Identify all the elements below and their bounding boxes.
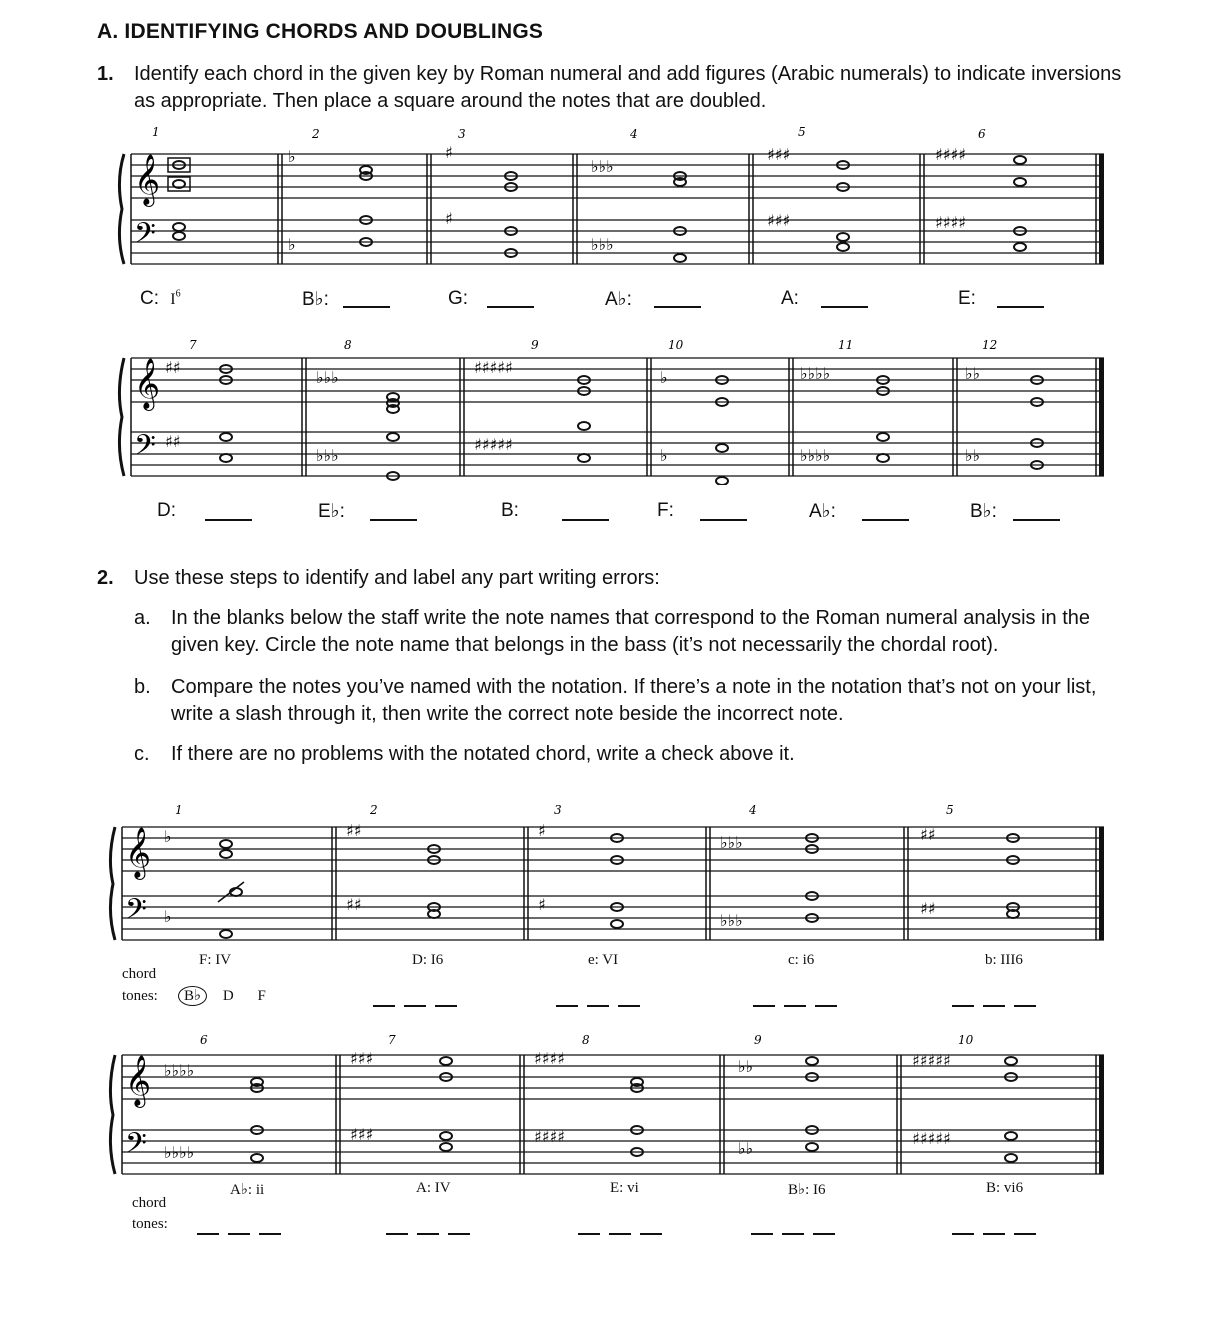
measure-number: 6 (978, 127, 986, 141)
svg-text:♭♭♭: ♭♭♭ (720, 911, 743, 930)
roman-analysis: c: i6 (788, 952, 815, 968)
svg-text:♯♯♯♯♯: ♯♯♯♯♯ (912, 1051, 951, 1070)
key-label: A: (781, 288, 799, 309)
step-text: Compare the notes you’ve named with the notation. If there’s a note in the notation that’s not on your list, write a slash through it, then write the correct note beside the incorrect note. (171, 676, 1097, 725)
key-label: A♭: (809, 501, 836, 522)
treble-clef-icon: 𝄞 (134, 154, 161, 205)
answer-blank[interactable] (205, 518, 252, 521)
svg-text:♭♭: ♭♭ (965, 364, 981, 383)
step-letter: c. (134, 743, 150, 765)
svg-text:♯♯: ♯♯ (165, 432, 181, 451)
example-tones: B♭ D F (178, 986, 266, 1005)
measure-number: 5 (946, 803, 954, 817)
q2-text: Use these steps to identify and label any part writing errors: (134, 567, 660, 589)
answer-blank[interactable] (343, 305, 390, 308)
tone-blanks[interactable] (197, 1222, 290, 1240)
answer-blank[interactable] (862, 518, 909, 521)
svg-text:♭♭: ♭♭ (965, 446, 981, 465)
answer-blank[interactable] (487, 305, 534, 308)
answer-blank[interactable] (562, 518, 609, 521)
measure-number: 1 (152, 125, 160, 139)
svg-text:♯: ♯ (538, 821, 546, 840)
q2-row1-staff (0, 800, 1207, 950)
svg-text:♯♯♯: ♯♯♯ (350, 1049, 374, 1068)
svg-text:♭: ♭ (164, 827, 172, 846)
key-label: B♭: (302, 289, 329, 310)
roman-analysis: E: vi (610, 1180, 639, 1196)
tone-blanks[interactable] (386, 1222, 479, 1240)
answer-blank[interactable] (997, 305, 1044, 308)
svg-text:♯: ♯ (538, 895, 546, 914)
svg-text:♭: ♭ (288, 235, 296, 254)
q1-row2-staff (0, 335, 1207, 485)
svg-text:♭♭♭♭: ♭♭♭♭ (800, 446, 831, 465)
svg-text:♯♯♯♯♯: ♯♯♯♯♯ (474, 358, 513, 377)
svg-text:♯♯♯: ♯♯♯ (767, 145, 791, 164)
measure-number: 4 (630, 127, 638, 141)
tones-label: tones: (122, 988, 158, 1004)
tones-label: tones: (132, 1216, 168, 1232)
slash-mark (218, 882, 244, 902)
tone-blanks[interactable] (753, 994, 846, 1012)
chord-label: chord (122, 966, 157, 982)
measure-number: 9 (754, 1033, 762, 1047)
svg-text:♯♯♯♯: ♯♯♯♯ (935, 213, 966, 232)
key-label: D: (157, 500, 176, 521)
svg-text:♯♯: ♯♯ (920, 825, 936, 844)
svg-text:♯♯♯♯♯: ♯♯♯♯♯ (912, 1129, 951, 1148)
bass-clef-icon: 𝄢 (134, 217, 156, 257)
answer-blank[interactable] (370, 518, 417, 521)
treble-clef-icon: 𝄞 (125, 1055, 152, 1106)
svg-text:♭♭♭♭: ♭♭♭♭ (164, 1143, 195, 1162)
measure-number: 7 (388, 1033, 396, 1047)
measure-number: 10 (958, 1033, 974, 1047)
svg-text:♭: ♭ (660, 446, 668, 465)
tone-blanks[interactable] (556, 994, 649, 1012)
svg-text:♯♯♯♯: ♯♯♯♯ (534, 1049, 565, 1068)
measure-number: 2 (312, 127, 320, 141)
svg-text:♭♭♭: ♭♭♭ (591, 235, 614, 254)
measure-number: 2 (370, 803, 378, 817)
tone-blanks[interactable] (578, 1222, 671, 1240)
measure-number: 9 (531, 338, 539, 352)
svg-text:♯: ♯ (445, 143, 453, 162)
treble-clef-icon: 𝄞 (125, 827, 152, 878)
step-text: If there are no problems with the notated chord, write a check above it. (171, 743, 795, 765)
chord-label: chord (132, 1195, 167, 1211)
measure-number: 8 (344, 338, 352, 352)
step-text: In the blanks below the staff write the note names that correspond to the Roman numeral analysis in the given key. Circle the note name that belongs in the bass (it’s not necessarily the chordal root). (171, 607, 1091, 656)
svg-text:♭♭♭♭: ♭♭♭♭ (800, 364, 831, 383)
svg-text:♭: ♭ (660, 368, 668, 387)
bass-clef-icon: 𝄢 (125, 893, 147, 933)
q2-row2-staff (0, 1030, 1207, 1180)
svg-text:♯♯♯♯: ♯♯♯♯ (935, 145, 966, 164)
tone-blanks[interactable] (952, 994, 1045, 1012)
measure-number: 4 (749, 803, 757, 817)
svg-text:♭: ♭ (164, 907, 172, 926)
key-label: E: (958, 288, 976, 309)
svg-text:♯: ♯ (445, 209, 453, 228)
svg-text:♯♯♯: ♯♯♯ (767, 211, 791, 230)
measure-number: 12 (982, 338, 998, 352)
key-label: E♭: (318, 501, 345, 522)
key-label: G: (448, 288, 469, 309)
measure-number: 1 (175, 803, 183, 817)
tone-blanks[interactable] (751, 1222, 844, 1240)
bass-clef-icon: 𝄢 (125, 1127, 147, 1167)
svg-text:♯♯♯♯: ♯♯♯♯ (534, 1127, 565, 1146)
roman-analysis: F: IV (199, 952, 232, 968)
q1-number: 1. (97, 63, 114, 85)
svg-text:♯♯♯♯♯: ♯♯♯♯♯ (474, 435, 513, 454)
roman-analysis: b: III6 (985, 952, 1023, 968)
step-letter: b. (134, 676, 151, 698)
svg-text:♯♯: ♯♯ (346, 821, 362, 840)
svg-text:♭♭♭: ♭♭♭ (720, 833, 743, 852)
svg-text:♭♭: ♭♭ (738, 1057, 754, 1076)
key-label: C: $I^6$ (140, 288, 181, 309)
svg-text:♯♯♯: ♯♯♯ (350, 1125, 374, 1144)
measure-number: 6 (200, 1033, 208, 1047)
section-title: A. IDENTIFYING CHORDS AND DOUBLINGS (97, 20, 544, 43)
key-label: A♭: (605, 289, 632, 310)
tone-blanks[interactable] (952, 1222, 1045, 1240)
measure-number: 3 (554, 803, 562, 817)
key-label: B: (501, 500, 519, 521)
answer-blank[interactable] (654, 305, 701, 308)
svg-text:♭♭♭: ♭♭♭ (316, 446, 339, 465)
brace (119, 154, 124, 264)
bass-clef-icon: 𝄢 (134, 429, 156, 469)
svg-text:♭♭♭♭: ♭♭♭♭ (164, 1061, 195, 1080)
brace (110, 1055, 115, 1174)
answer-blank[interactable] (700, 518, 747, 521)
svg-text:♯♯: ♯♯ (346, 895, 362, 914)
roman-analysis: B♭: I6 (788, 1182, 826, 1198)
step-letter: a. (134, 607, 151, 629)
q1-row1-staff (0, 120, 1207, 270)
q2-number: 2. (97, 567, 114, 589)
svg-text:♭♭♭: ♭♭♭ (316, 368, 339, 387)
svg-text:♭♭♭: ♭♭♭ (591, 157, 614, 176)
svg-text:♭♭: ♭♭ (738, 1139, 754, 1158)
roman-analysis: e: VI (588, 952, 619, 968)
roman-analysis: D: I6 (412, 952, 444, 968)
answer-blank[interactable] (821, 305, 868, 308)
measure-number: 10 (668, 338, 684, 352)
svg-text:♭: ♭ (288, 147, 296, 166)
measure-number: 11 (838, 338, 854, 352)
example-answer: I (170, 291, 176, 308)
q1-text: Identify each chord in the given key by Roman numeral and add figures (Arabic numerals) to indicate inversions as appropriate. Then place a square around the notes that are doubled. (134, 63, 1122, 112)
treble-clef-icon: 𝄞 (134, 358, 161, 409)
key-label: F: (657, 500, 674, 521)
measure-number: 7 (189, 338, 197, 352)
key-label: B♭: (970, 501, 997, 522)
svg-text:♯♯: ♯♯ (165, 358, 181, 377)
roman-analysis: A♭: ii (230, 1182, 265, 1198)
roman-analysis: A: IV (416, 1180, 451, 1196)
brace (119, 358, 124, 476)
measure-number: 3 (458, 127, 466, 141)
measure-number: 8 (582, 1033, 590, 1047)
roman-analysis: B: vi6 (986, 1180, 1024, 1196)
brace (110, 827, 115, 940)
tone-blanks[interactable] (373, 994, 466, 1012)
measure-number: 5 (798, 125, 806, 139)
bass-note-circle: B♭ (178, 986, 207, 1006)
answer-blank[interactable] (1013, 518, 1060, 521)
svg-text:♯♯: ♯♯ (920, 899, 936, 918)
